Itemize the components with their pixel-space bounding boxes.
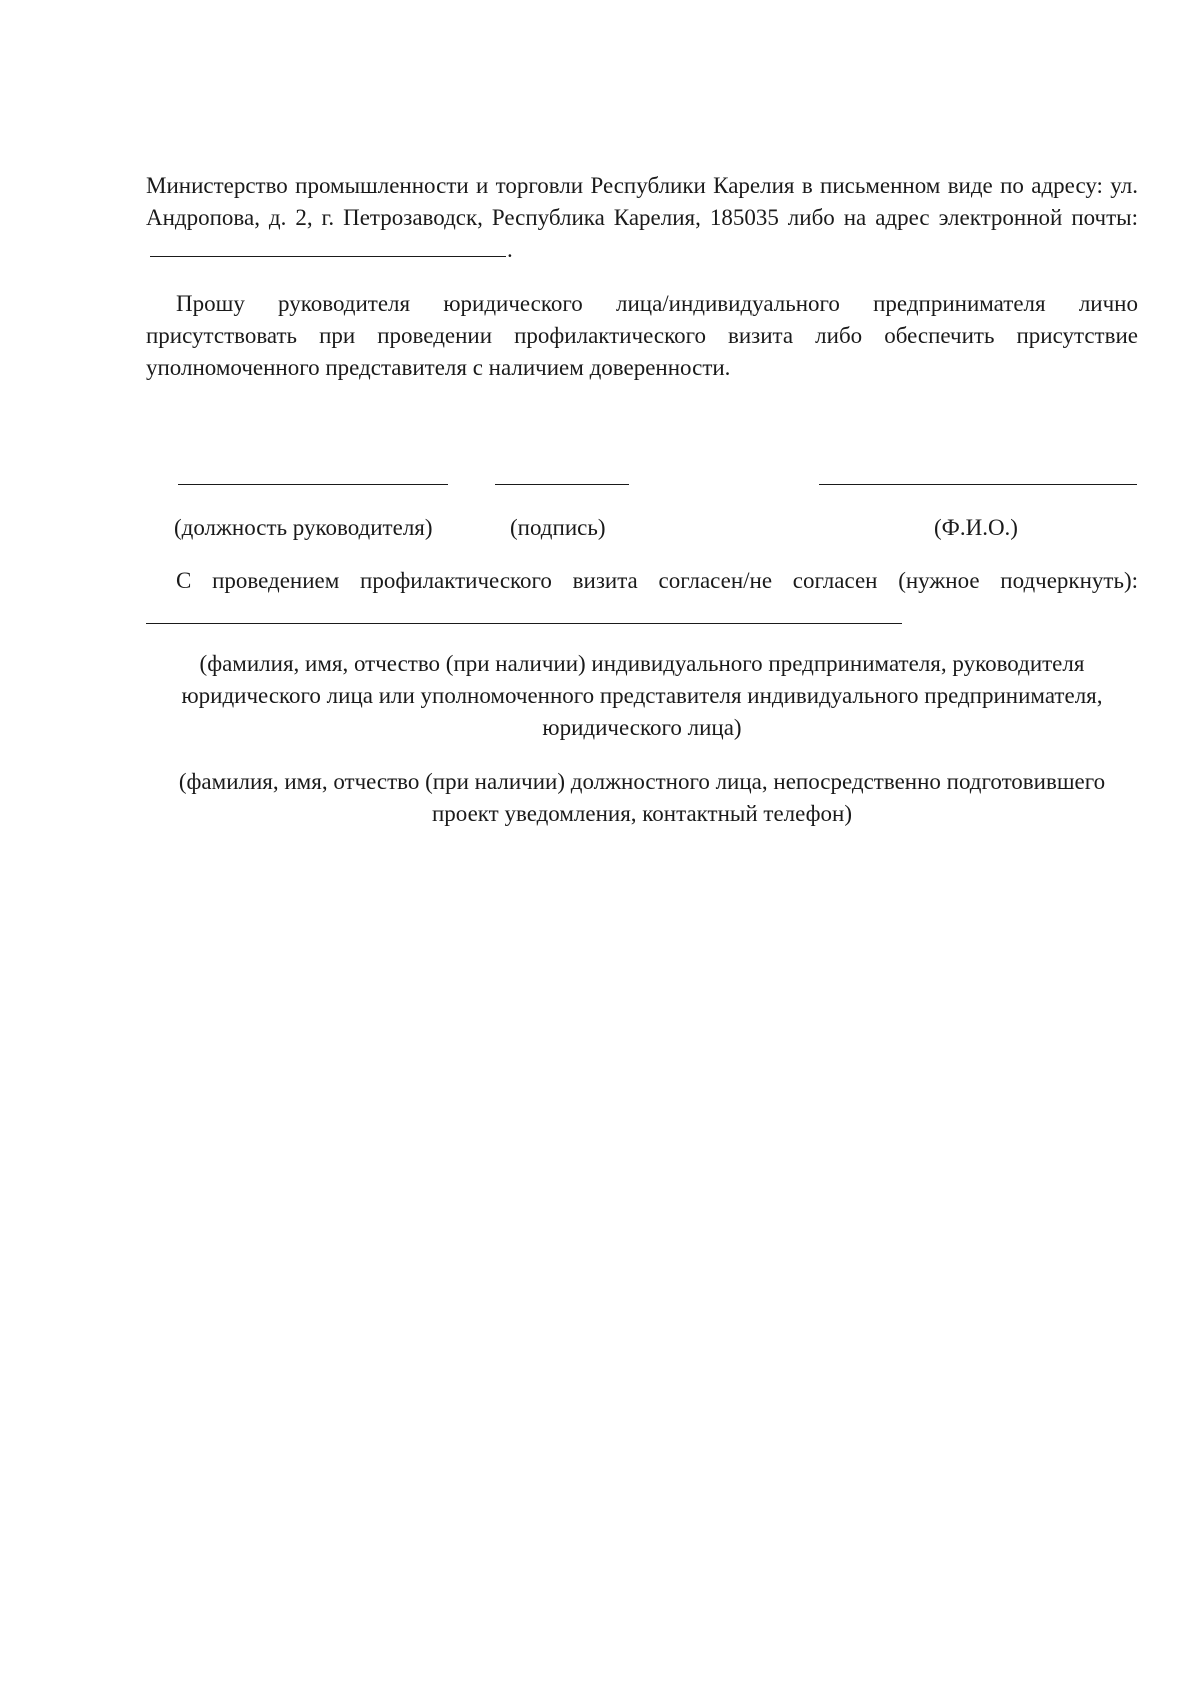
consent-paragraph: С проведением профилактического визита согласен/не согласен (нужное подчеркнуть): (176, 568, 1138, 593)
fio-blank-line (819, 484, 1137, 485)
official-name-note: (фамилия, имя, отчество (при наличии) должностного лица, непосредственно подготовившего проект уведомления, контактный телефон) (178, 769, 1106, 826)
signature-caption: (подпись) (510, 515, 606, 540)
entrepreneur-name-note: (фамилия, имя, отчество (при наличии) индивидуального предпринимателя, руководителя юридического лица или уполномоченного представителя индивидуального предпринимателя, юридического лица) (181, 651, 1103, 740)
consent-blank-line (146, 623, 902, 624)
ministry-address-end: . (507, 237, 513, 262)
signature-blank-line (495, 484, 629, 485)
position-blank-line (178, 484, 448, 485)
position-caption: (должность руководителя) (174, 515, 433, 540)
ministry-address-paragraph (146, 170, 1138, 266)
request-presence-paragraph: Прошу руководителя юридического лица/индивидуального предпринимателя лично присутствовать при проведении профилактического визита либо обеспечить присутствие уполномоченного представителя с наличием доверенности. (146, 291, 1138, 380)
ministry-address-text: Министерство промышленности и торговли Республики Карелия в письменном виде по адресу: ул. Андропова, д. 2, г. Петрозаводск, Республика Карелия, 185035 либо на адрес электронной почты: (146, 173, 1138, 230)
fio-caption: (Ф.И.О.) (934, 515, 1018, 540)
email-address-blank-line (150, 236, 506, 257)
